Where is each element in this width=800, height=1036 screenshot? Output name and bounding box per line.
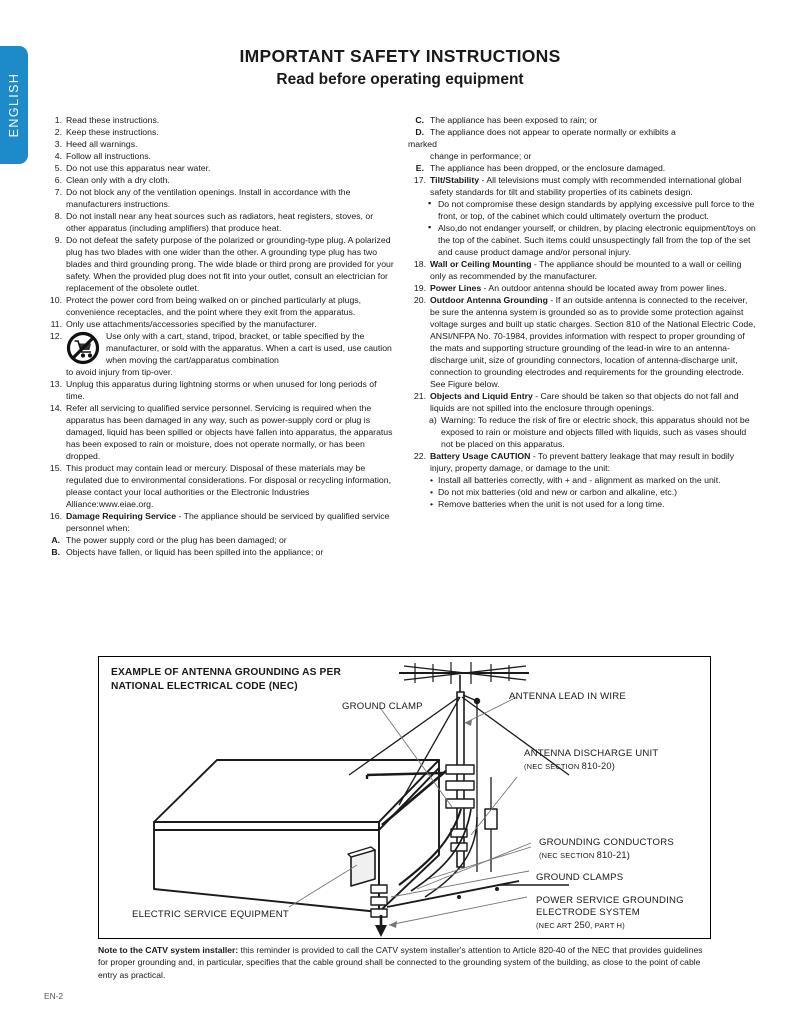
list-item-text: Clean only with a dry cloth. <box>66 175 170 185</box>
list-sub-item-a <box>408 414 758 450</box>
bullet-icon: • <box>430 499 434 509</box>
list-item-number: 21. <box>413 391 426 401</box>
list-item-number: 10. <box>49 295 62 305</box>
figure-label-electric-service-equipment: ELECTRIC SERVICE EQUIPMENT <box>132 909 289 920</box>
list-item-cart <box>44 330 394 378</box>
list-item-text: The power supply cord or the plug has been damaged; or <box>66 535 287 545</box>
list-item <box>44 294 394 318</box>
list-item-number: 19. <box>413 283 426 293</box>
list-item-objects-liquid-entry <box>408 390 758 414</box>
no-cart-icon <box>66 331 100 365</box>
list-item-text: Read these instructions. <box>66 115 160 125</box>
list-item-text: - Care should be taken so that objects do not fall and liquids are not spilled into the enclosure through openings. <box>430 391 739 413</box>
list-item-number: 1. <box>54 115 62 125</box>
catv-installer-note <box>98 944 712 981</box>
figure-label-grounding-conductors-nec: (NEC SECTION 810-21) <box>539 850 631 860</box>
figure-label-antenna-lead-in-wire: ANTENNA LEAD IN WIRE <box>509 691 627 702</box>
figure-label-antenna-discharge-unit-nec: (NEC SECTION 810-20) <box>524 761 616 771</box>
list-item-letter: C. <box>415 115 424 125</box>
list-item-number: 20. <box>413 295 426 305</box>
list-item-text: - The appliance should be mounted to a wall or ceiling only as recommended by the manufacturer. <box>430 259 742 281</box>
list-item <box>44 402 394 462</box>
list-item-letter: A. <box>51 535 60 545</box>
bullet-icon: • <box>430 487 434 497</box>
list-item <box>44 534 394 546</box>
list-item-number: 13. <box>49 379 62 389</box>
list-item-damage-requiring-service <box>44 510 394 534</box>
list-item-text: The appliance does not appear to operate normally or exhibits a <box>430 127 676 137</box>
list-item-text: Keep these instructions. <box>66 127 159 137</box>
catv-installer-note-text: this reminder is provided to call the CATV system installer's attention to Article 820-40 of the NEC that provides guidelines for proper grounding and, in particular, specifies that the cable ground shall be connected to the grounding system of the building, as close to the point of cable entry as practical. <box>98 945 703 980</box>
list-item-d <box>408 126 758 138</box>
list-item <box>44 318 394 330</box>
list-item-text: - To prevent battery leakage that may result in bodily injury, property damage, or damage to the unit: <box>430 451 735 473</box>
page-title: IMPORTANT SAFETY INSTRUCTIONS <box>239 46 561 66</box>
figure-label-ground-clamp: GROUND CLAMP <box>342 701 423 712</box>
list-item-number: 8. <box>54 211 62 221</box>
list-item <box>44 162 394 174</box>
list-item <box>44 150 394 162</box>
list-sub-bullet-text: Also,do not endanger yourself, or children, by placing electronic equipment/toys on the top of the cabinet. Such items could unsuspectingly fall from the top of the set and cause product damage and/or personal injury. <box>438 223 756 257</box>
figure-label-power-service-line1: POWER SERVICE GROUNDING <box>536 895 684 906</box>
list-item-text: Protect the power cord from being walked on or pinched particularly at plugs, convenience receptacles, and the point where they exit from the apparatus. <box>66 295 362 317</box>
list-item <box>44 126 394 138</box>
list-item-number: 11. <box>50 319 62 329</box>
list-sub-bullet <box>408 498 758 510</box>
figure-label-power-service-line2: ELECTRODE SYSTEM <box>536 907 640 918</box>
figure-label-antenna-discharge-unit <box>524 748 658 773</box>
list-sub-item-text: Warning: To reduce the risk of fire or electric shock, this apparatus should not be exposed to rain or moisture and objects filled with liquids, such as vases should not be placed on this apparatus. <box>441 415 750 449</box>
list-sub-bullet <box>408 222 758 258</box>
list-item-number: 14. <box>49 403 62 413</box>
list-item-number: 2. <box>54 127 62 137</box>
list-item <box>44 210 394 234</box>
page-header <box>0 46 800 89</box>
page-subtitle: Read before operating equipment <box>276 71 524 88</box>
list-item-text: Use only with a cart, stand, tripod, bracket, or table specified by the manufacturer, or sold with the apparatus. When a cart is used, use caution when moving the cart/apparatus combination <box>106 331 392 365</box>
list-item-power-lines <box>408 282 758 294</box>
list-item-d-continuation: change in performance; or <box>430 151 532 161</box>
left-column <box>44 114 394 558</box>
list-item-text: Do not use this apparatus near water. <box>66 163 211 173</box>
list-item-text: Objects have fallen, or liquid has been spilled into the appliance; or <box>66 547 324 557</box>
list-item-text-tail: to avoid injury from tip-over. <box>66 367 173 377</box>
list-item <box>44 186 394 210</box>
list-item <box>44 114 394 126</box>
list-item <box>44 138 394 150</box>
list-item-bold-lead: Outdoor Antenna Grounding <box>430 295 548 305</box>
antenna-grounding-figure <box>98 656 711 939</box>
list-item-number: 6. <box>54 175 62 185</box>
list-item-bold-lead: Tilt/Stability <box>430 175 480 185</box>
list-item-d-orphan: marked <box>408 139 437 149</box>
list-item-number: 3. <box>54 139 62 149</box>
figure-label-ground-clamps: GROUND CLAMPS <box>536 872 624 883</box>
right-column <box>408 114 758 510</box>
list-item-number: 12. <box>49 331 62 341</box>
figure-title-line2: NATIONAL ELECTRICAL CODE (NEC) <box>111 680 298 692</box>
list-sub-bullet-text: Do not compromise these design standards by applying excessive pull force to the front, or top, of the cabinet which could ultimately overturn the product. <box>438 199 755 221</box>
list-item-number: 9. <box>54 235 62 245</box>
list-item-text: - All televisions must comply with recommended international global safety standards for tilt and stability properties of its cabinets design. <box>430 175 742 197</box>
list-item-battery-usage-caution <box>408 450 758 474</box>
list-item-outdoor-antenna-grounding <box>408 294 758 390</box>
list-item-number: 15. <box>49 463 62 473</box>
list-item-bold-lead: Power Lines <box>430 283 482 293</box>
list-item-bold-lead: Objects and Liquid Entry <box>430 391 533 401</box>
list-sub-bullet-text: Install all batteries correctly, with + and - alignment as marked on the unit. <box>438 475 721 485</box>
list-item <box>408 162 758 174</box>
list-item-number: 18. <box>413 259 426 269</box>
bullet-icon: • <box>430 475 434 485</box>
figure-title-line1: EXAMPLE OF ANTENNA GROUNDING AS PER <box>111 667 341 678</box>
bullet-icon: ▪ <box>428 222 432 232</box>
list-item-text: This product may contain lead or mercury. Disposal of these materials may be regulated due to environmental considerations. For disposal or recycling information, please contact your local authorities or the Electronic Industries Alliance:www.eiae.org. <box>66 463 391 509</box>
list-item-text: - The appliance should be serviced by qualified service personnel when: <box>66 511 390 533</box>
catv-installer-note-bold: Note to the CATV system installer: <box>98 945 239 955</box>
list-item <box>44 378 394 402</box>
list-sub-bullet-text: Do not mix batteries (old and new or carbon and alkaline, etc.) <box>438 487 678 497</box>
list-item-text: Follow all instructions. <box>66 151 151 161</box>
list-sub-bullet-text: Remove batteries when the unit is not used for a long time. <box>438 499 665 509</box>
list-item-text: Heed all warnings. <box>66 139 138 149</box>
list-item-bold-lead: Wall or Ceiling Mounting <box>430 259 532 269</box>
figure-label-antenna-discharge-unit-text: ANTENNA DISCHARGE UNIT <box>524 748 659 759</box>
list-item-text: Do not install near any heat sources such as radiators, heat registers, stoves, or other apparatus (including amplifiers) that produce heat. <box>66 211 374 233</box>
list-item-bold-lead: Battery Usage CAUTION <box>430 451 531 461</box>
list-item-number: 17. <box>413 175 426 185</box>
list-item-wall-ceiling-mounting <box>408 258 758 282</box>
figure-label-power-service-nec: (NEC ART 250, PART H) <box>536 920 625 930</box>
list-item-number: 7. <box>54 187 62 197</box>
list-item <box>44 462 394 510</box>
list-item-text: Unplug this apparatus during lightning storms or when unused for long periods of time. <box>66 379 377 401</box>
list-item-number: 5. <box>54 163 62 173</box>
figure-label-grounding-conductors-text: GROUNDING CONDUCTORS <box>539 837 674 848</box>
list-item <box>44 546 394 558</box>
list-item-number: 22. <box>413 451 426 461</box>
figure-label-power-service-grounding <box>536 895 684 932</box>
list-item <box>44 234 394 294</box>
list-item-letter: B. <box>51 547 60 557</box>
list-item-number: 16. <box>49 511 62 521</box>
list-sub-bullet <box>408 474 758 486</box>
list-sub-item-label: a) <box>429 415 437 425</box>
page-footer: EN-2 <box>44 991 64 1001</box>
list-item-text: - An outdoor antenna should be located away from power lines. <box>481 283 727 293</box>
list-item-text: Do not defeat the safety purpose of the polarized or grounding-type plug. A polarized plug has two blades with one wider than the other. A grounding type plug has two blades and third grounding prong. The wide blade or third prong are provided for your safety. When the provided plug does not fit into your outlet, consult an electrician for replacement of the obsolete outlet. <box>66 235 394 293</box>
bullet-icon: ▪ <box>428 198 432 208</box>
list-sub-bullet <box>408 198 758 222</box>
list-item-text: - If an outside antenna is connected to the receiver, be sure the antenna system is grounded so as to provide some protection against voltage surges and built up static charges. Section 810 of the National Electric Code, ANSI/NFPA No. 70-1984, provides information with respect to proper grounding of the mats and supporting structure grounding of the lead-in wire to an antenna-discharge unit, size of grounding connectors, location of antenna-discharge unit, connection to grounding electrodes and requirements for the grounding electrode. See Figure below. <box>430 295 756 389</box>
list-item <box>44 174 394 186</box>
list-item-letter: D. <box>415 127 424 137</box>
list-item-text: Only use attachments/accessories specified by the manufacturer. <box>66 319 317 329</box>
language-tab-label: ENGLISH <box>7 72 21 138</box>
list-item <box>408 114 758 126</box>
figure-label-grounding-conductors <box>539 837 674 862</box>
list-item-text: Do not block any of the ventilation openings. Install in accordance with the manufacturers instructions. <box>66 187 351 209</box>
list-item-text: Refer all servicing to qualified service personnel. Servicing is required when the apparatus has been damaged in any way, such as power-supply cord or plug is damaged, liquid has been spilled or objects have fallen into apparatus, the apparatus has been exposed to rain or moisture, does not operate normally, or has been dropped. <box>66 403 393 461</box>
list-item-letter: E. <box>415 163 424 173</box>
list-item-tilt-stability <box>408 174 758 198</box>
list-sub-bullet <box>408 486 758 498</box>
list-item-bold-lead: Damage Requiring Service <box>66 511 177 521</box>
instructions-columns <box>0 114 800 644</box>
list-item-number: 4. <box>54 151 62 161</box>
list-item-text: The appliance has been dropped, or the enclosure damaged. <box>430 163 666 173</box>
list-item-text: The appliance has been exposed to rain; or <box>430 115 598 125</box>
